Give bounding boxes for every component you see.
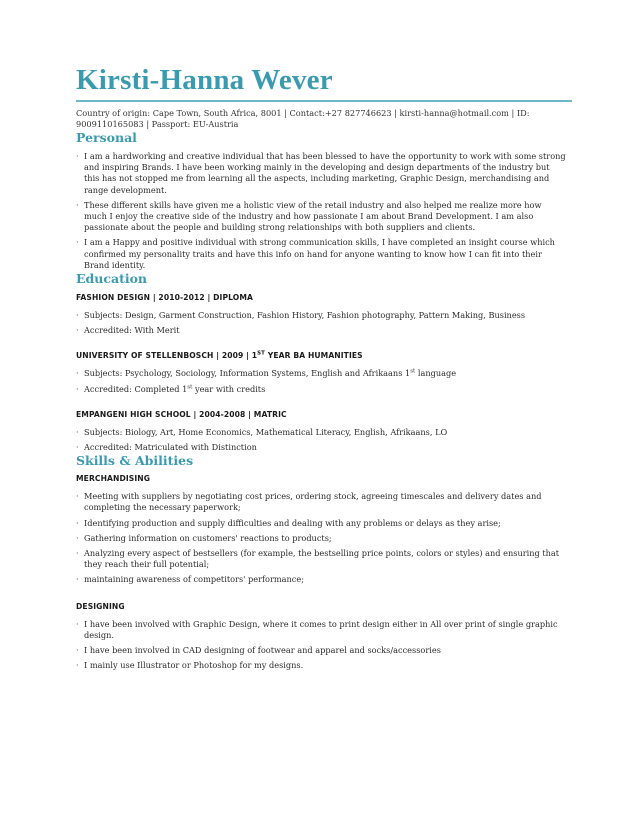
list-item: · I have been involved in CAD designing of footwear and apparel and socks/accessories xyxy=(76,645,441,656)
bullet-icon: · xyxy=(76,152,79,161)
bullet-icon: · xyxy=(76,311,79,321)
bullet-icon: · xyxy=(76,661,79,671)
list-item: · These different skills have given me a holistic view of the retail industry and also helped me realize more how much I enjoy the creative side of the industry and how passionate I am about Brand Development. I am also passionate about the people and building strong relationships with both suppliers and clients. xyxy=(76,199,542,233)
skills-heading-merchandising: MERCHANDISING xyxy=(76,474,151,484)
bullet-icon: · xyxy=(76,646,79,656)
bullet-icon: · xyxy=(76,369,79,379)
bullet-icon: · xyxy=(76,200,79,210)
section-title-skills: Skills & Abilities xyxy=(76,453,194,469)
contact-line-2: 9009110165083 | Passport: EU-Austria xyxy=(76,119,239,129)
list-item: · Accredited: Matriculated with Distinction xyxy=(76,442,257,453)
bullet-icon: · xyxy=(76,384,79,394)
section-title-education: Education xyxy=(76,271,148,287)
education-heading-fashion-design: FASHION DESIGN | 2010-2012 | DIPLOMA xyxy=(76,293,253,303)
personal-list xyxy=(76,151,566,271)
list-item: · Identifying production and supply difficulties and dealing with any problems or delays as they arise; xyxy=(76,517,501,528)
list-item: · Gathering information on customers' reactions to products; xyxy=(76,532,332,543)
list-item: · Accredited: Completed 1st year with credits xyxy=(76,383,266,394)
candidate-name: Kirsti-Hanna Wever xyxy=(76,64,333,96)
section-title-personal: Personal xyxy=(76,130,137,145)
header-divider xyxy=(76,100,572,102)
contact-line-1: Country of origin: Cape Town, South Africa, 8001 | Contact:+27 827746623 | kirsti-hanna@hotmail.com | ID: xyxy=(76,108,530,118)
education-list-stellenbosch xyxy=(76,368,566,394)
bullet-icon: · xyxy=(76,619,79,629)
bullet-icon: · xyxy=(76,518,79,528)
list-item: · Analyzing every aspect of bestsellers (for example, the bestselling price points, colors or styles) and ensuring that they reach their full potential; xyxy=(76,548,560,570)
list-item: · Subjects: Psychology, Sociology, Information Systems, English and Afrikaans 1st language xyxy=(76,368,457,379)
bullet-icon: · xyxy=(76,549,79,559)
list-item: · I am a hardworking and creative individual that has been blessed to have the opportunity to work with some strong and inspiring Brands. I have been working mainly in the developing and design departments of the industry but this has not stopped me from learning all the aspects, including marketing, Graphic Design, merchandising and range development. xyxy=(76,151,566,195)
education-list-empangeni xyxy=(76,427,566,453)
bullet-icon: · xyxy=(76,533,79,543)
list-item: · maintaining awareness of competitors' performance; xyxy=(76,574,304,585)
skills-list-designing xyxy=(76,619,566,672)
contact-details xyxy=(76,108,566,130)
list-item: · I mainly use Illustrator or Photoshop for my designs. xyxy=(76,660,304,671)
education-heading-stellenbosch: UNIVERSITY OF STELLENBOSCH | 2009 | 1ST YEAR BA HUMANITIES xyxy=(76,350,363,361)
list-item: · Subjects: Biology, Art, Home Economics, Mathematical Literacy, English, Afrikaans, LO xyxy=(76,426,448,437)
list-item: · Meeting with suppliers by negotiating cost prices, ordering stock, agreeing timescales and delivery dates and completing the necessary paperwork; xyxy=(76,491,542,513)
list-item: · I have been involved with Graphic Design, where it comes to print design either in All over print of single graphic design. xyxy=(76,618,558,640)
bullet-icon: · xyxy=(76,443,79,453)
skills-heading-designing: DESIGNING xyxy=(76,601,125,611)
bullet-icon: · xyxy=(76,326,79,336)
bullet-icon: · xyxy=(76,427,79,437)
bullet-icon: · xyxy=(76,492,79,502)
skills-list-merchandising xyxy=(76,491,566,585)
education-heading-empangeni: EMPANGENI HIGH SCHOOL | 2004-2008 | MATRIC xyxy=(76,409,287,419)
list-item: · I am a Happy and positive individual with strong communication skills, I have completed an insight course which confirmed my personality traits and have this info on hand for anyone wanting to know how I can fit into their Brand identity. xyxy=(76,237,555,270)
list-item: · Accredited: With Merit xyxy=(76,325,180,336)
list-item: · Subjects: Design, Garment Construction, Fashion History, Fashion photography, Pattern Making, Business xyxy=(76,310,526,321)
bullet-icon: · xyxy=(76,575,79,585)
education-list-fashion-design xyxy=(76,310,566,336)
bullet-icon: · xyxy=(76,238,79,248)
